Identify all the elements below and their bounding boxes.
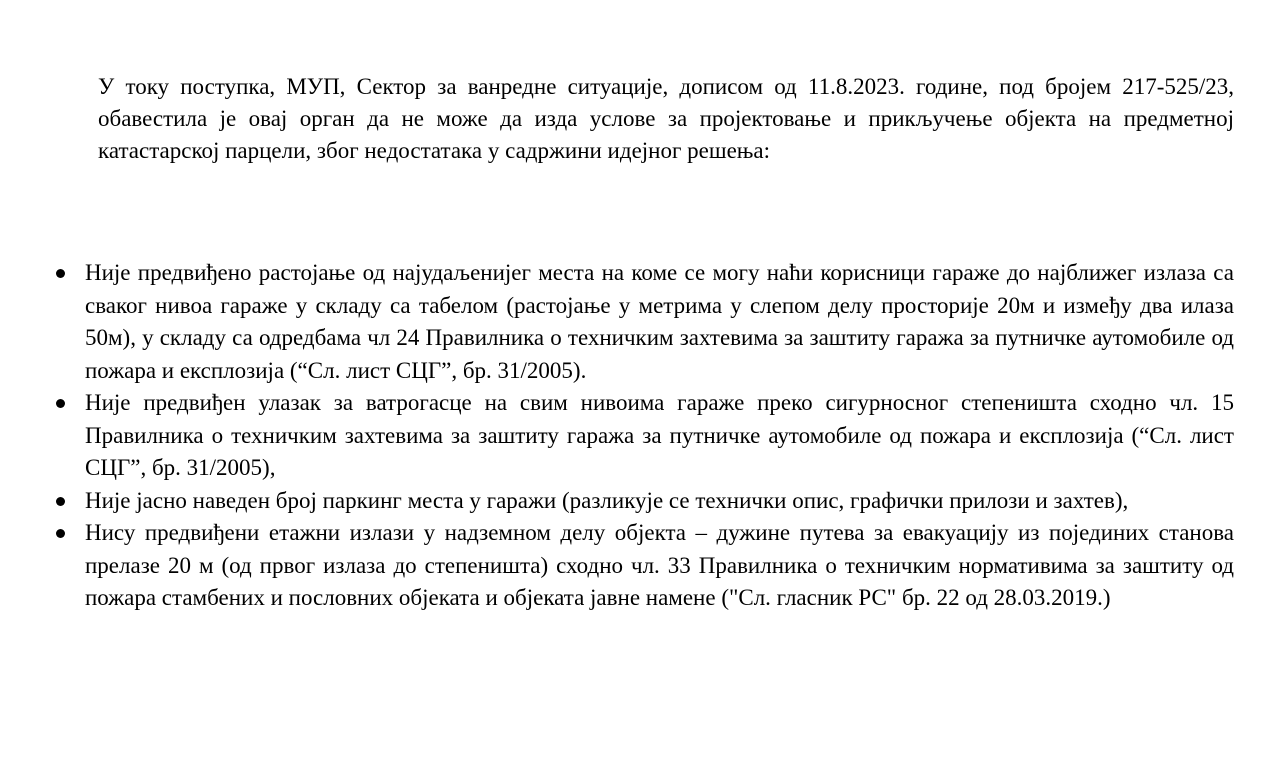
bullet-icon [56, 269, 65, 278]
list-item-text: Нису предвиђени етажни излази у надземном делу објекта – дужине путева за евакуацију из појединих станова прелазе 20 м (од првог излаза до степеништа) сходно чл. 33 Правилника о техничким нормативима за заштиту од пожара стамбених и пословних објеката и објеката јавне намене ("Сл. гласник РС" бр. 22 од 28.03.2019.) [85, 520, 1234, 610]
list-item [48, 517, 1234, 615]
list-item [48, 485, 1234, 518]
list-item-text: Није јасно наведен број паркинг места у гаражи (разликује се технички опис, графички прилози и захтев), [85, 487, 1129, 513]
list-item-text: Није предвиђен улазак за ватрогасце на свим нивоима гараже преко сигурносног степеништа сходно чл. 15 Правилника о техничким захтевима за заштиту гаража за путничке аутомобиле од пожара и експлозија (“Сл. лист СЦГ”, бр. 31/2005), [85, 390, 1234, 480]
list-item [48, 257, 1234, 387]
bullet-icon [56, 529, 65, 538]
list-item [48, 387, 1234, 485]
list-item-text: Није предвиђено растојање од најудаљенијег места на коме се могу наћи корисници гараже до најближег излаза са сваког нивоа гараже у складу са табелом (растојање у метрима у слепом делу просторије 20м и између два илаза 50м), у складу са одредбама чл 24 Правилника о техничким захтевима за заштиту гаража за путничке аутомобиле од пожара и експлозија (“Сл. лист СЦГ”, бр. 31/2005). [85, 260, 1234, 383]
bullet-icon [56, 399, 65, 408]
intro-paragraph: У току поступка, МУП, Сектор за ванредне ситуације, дописом од 11.8.2023. године, под бројем 217-525/23, обавестила је овај орган да не може да изда услове за пројектовање и прикључење објекта на предметној катастарској парцели, због недостатака у садржини идејног решења: [98, 74, 1234, 163]
bullet-icon [56, 497, 65, 506]
deficiency-list [48, 257, 1234, 615]
